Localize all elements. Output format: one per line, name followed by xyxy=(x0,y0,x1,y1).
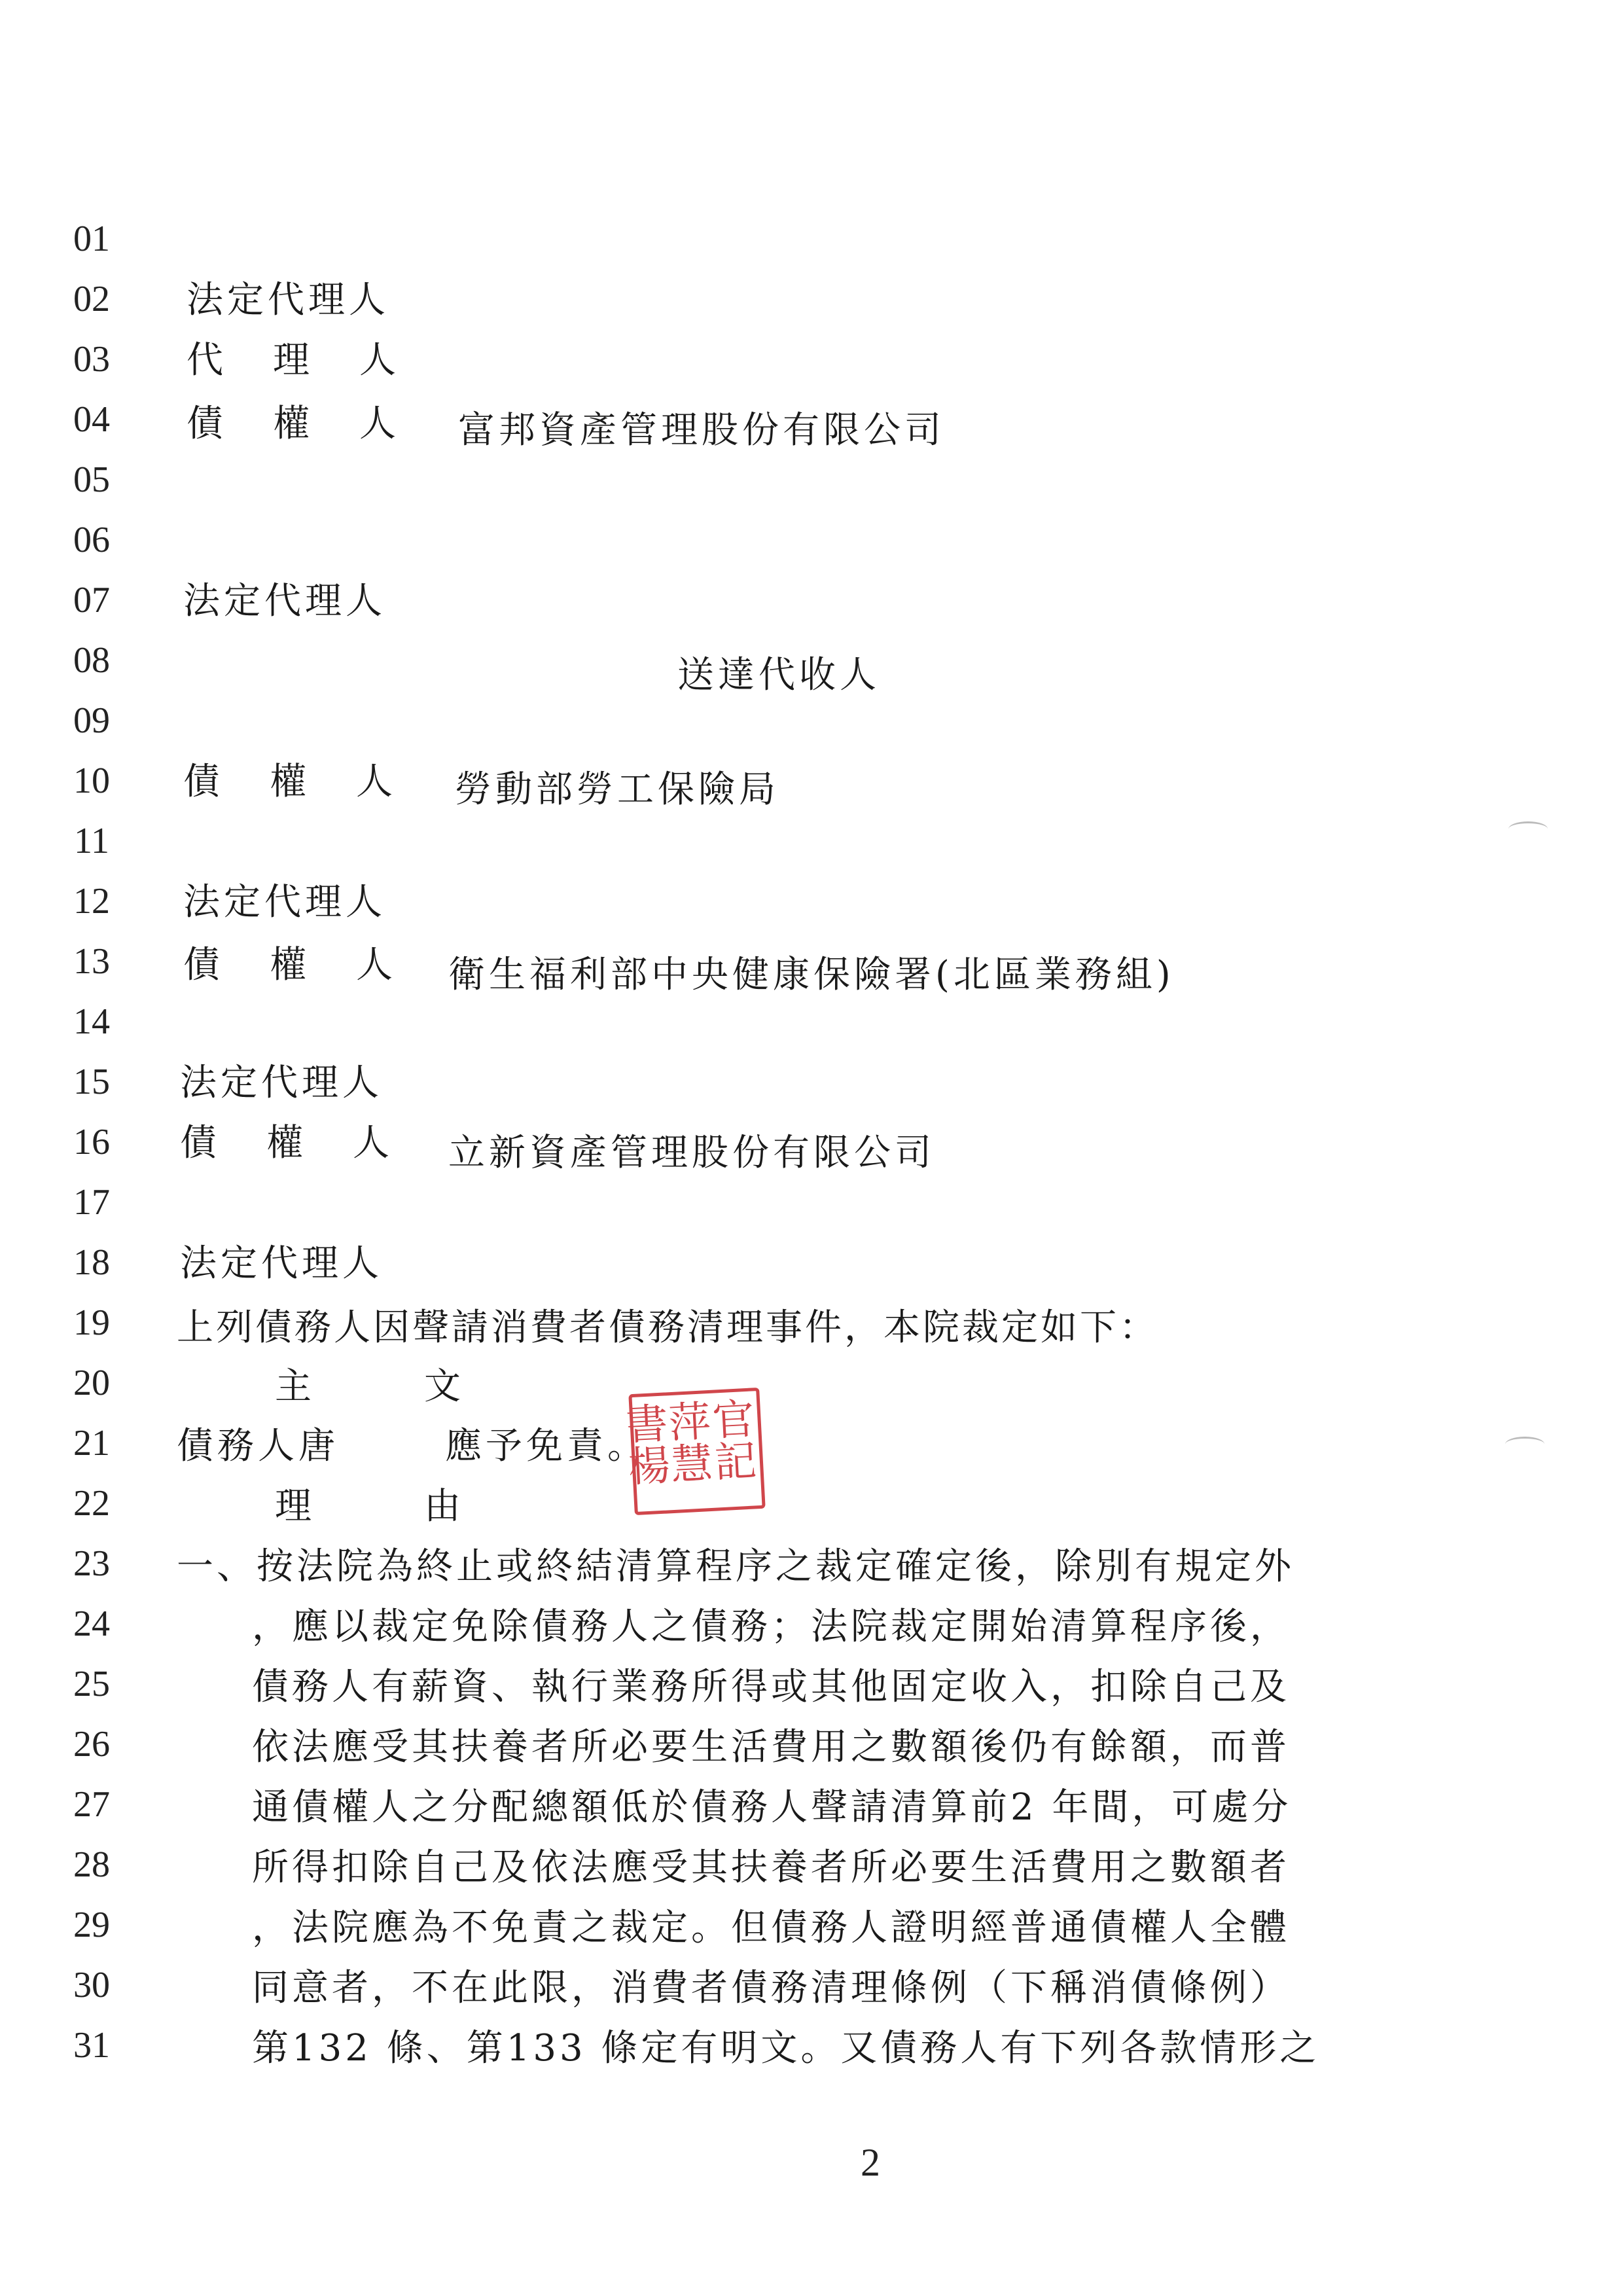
party-role-creditor: 債 權 人 xyxy=(183,761,399,803)
ruling-discharge: 應予免責。 xyxy=(445,1425,648,1467)
line-number: 03 xyxy=(73,339,110,380)
line-number: 05 xyxy=(73,459,110,500)
scan-mark xyxy=(1508,821,1548,836)
line-number: 12 xyxy=(73,881,110,922)
line-number: 14 xyxy=(73,1001,110,1042)
party-role-legal-rep: 法定代理人 xyxy=(183,580,386,622)
creditor-name: 衛生福利部中央健康保險署(北區業務組) xyxy=(448,954,1175,996)
line-number: 30 xyxy=(73,1965,110,2005)
party-role-legal-rep: 法定代理人 xyxy=(183,881,386,924)
line-number: 08 xyxy=(73,640,110,681)
ruling-intro: 上列債務人因聲請消費者債務清理事件，本院裁定如下： xyxy=(177,1306,1158,1349)
reason-line: 依法應受其扶養者所必要生活費用之數額後仍有餘額，而普 xyxy=(252,1726,1290,1768)
line-number: 24 xyxy=(73,1604,110,1644)
line-number: 15 xyxy=(73,1062,110,1102)
reason-line: ，法院應為不免責之裁定。但債務人證明經普通債權人全體 xyxy=(252,1907,1290,1949)
line-number: 09 xyxy=(73,700,110,741)
line-number: 19 xyxy=(73,1302,110,1343)
scan-mark xyxy=(1505,1437,1544,1452)
line-number: 26 xyxy=(73,1724,110,1765)
line-number: 28 xyxy=(73,1844,110,1885)
party-role-agent: 代 理 人 xyxy=(187,339,402,382)
line-number: 23 xyxy=(73,1543,110,1584)
line-number: 31 xyxy=(73,2025,110,2066)
creditor-name: 富邦資產管理股份有限公司 xyxy=(458,409,945,452)
line-number: 11 xyxy=(74,821,109,861)
line-number: 18 xyxy=(73,1242,110,1283)
line-number: 02 xyxy=(73,279,110,319)
reason-line: 一、按法院為終止或終結清算程序之裁定確定後，除別有規定外 xyxy=(177,1545,1294,1588)
reason-line: ，應以裁定免除債務人之債務；法院裁定開始清算程序後， xyxy=(252,1605,1290,1648)
line-number: 01 xyxy=(73,219,110,259)
line-number: 04 xyxy=(73,399,110,440)
creditor-name: 立新資產管理股份有限公司 xyxy=(448,1132,935,1174)
ruling-debtor: 債務人唐 xyxy=(177,1425,339,1467)
reason-line: 通債權人之分配總額低於債務人聲請清算前2 年間，可處分 xyxy=(252,1786,1292,1829)
line-number: 07 xyxy=(73,580,110,620)
main-text-heading: 主 文 xyxy=(275,1365,474,1408)
reason-line: 第132 條、第133 條定有明文。又債務人有下列各款情形之 xyxy=(252,2027,1320,2070)
line-number: 27 xyxy=(73,1784,110,1825)
creditor-name: 勞動部勞工保險局 xyxy=(455,768,779,811)
line-number: 13 xyxy=(73,941,110,982)
reason-line: 同意者，不在此限，消費者債務清理條例（下稱消債條例） xyxy=(252,1967,1290,2009)
party-role-service-agent: 送達代收人 xyxy=(677,654,880,696)
party-role-legal-rep: 法定代理人 xyxy=(180,1062,383,1104)
party-role-legal-rep: 法定代理人 xyxy=(180,1242,383,1285)
reason-line: 債務人有薪資、執行業務所得或其他固定收入，扣除自己及 xyxy=(252,1666,1290,1708)
line-number: 25 xyxy=(73,1664,110,1704)
line-number: 10 xyxy=(73,761,110,801)
line-number: 20 xyxy=(73,1363,110,1403)
party-role-creditor: 債 權 人 xyxy=(187,403,402,445)
party-role-creditor: 債 權 人 xyxy=(180,1122,396,1164)
page-number: 2 xyxy=(861,2141,880,2184)
reason-line: 所得扣除自己及依法應受其扶養者所必要生活費用之數額者 xyxy=(252,1846,1290,1889)
party-role-legal-rep: 法定代理人 xyxy=(187,279,389,321)
clerk-seal-stamp: 官記 萍慧 書楊 xyxy=(628,1388,765,1515)
reason-heading: 理 由 xyxy=(275,1485,474,1528)
line-number: 16 xyxy=(73,1122,110,1162)
line-number: 17 xyxy=(73,1182,110,1223)
line-number: 21 xyxy=(73,1423,110,1463)
party-role-creditor: 債 權 人 xyxy=(183,944,399,986)
line-number: 22 xyxy=(73,1483,110,1524)
line-number: 06 xyxy=(73,520,110,560)
line-number: 29 xyxy=(73,1905,110,1945)
